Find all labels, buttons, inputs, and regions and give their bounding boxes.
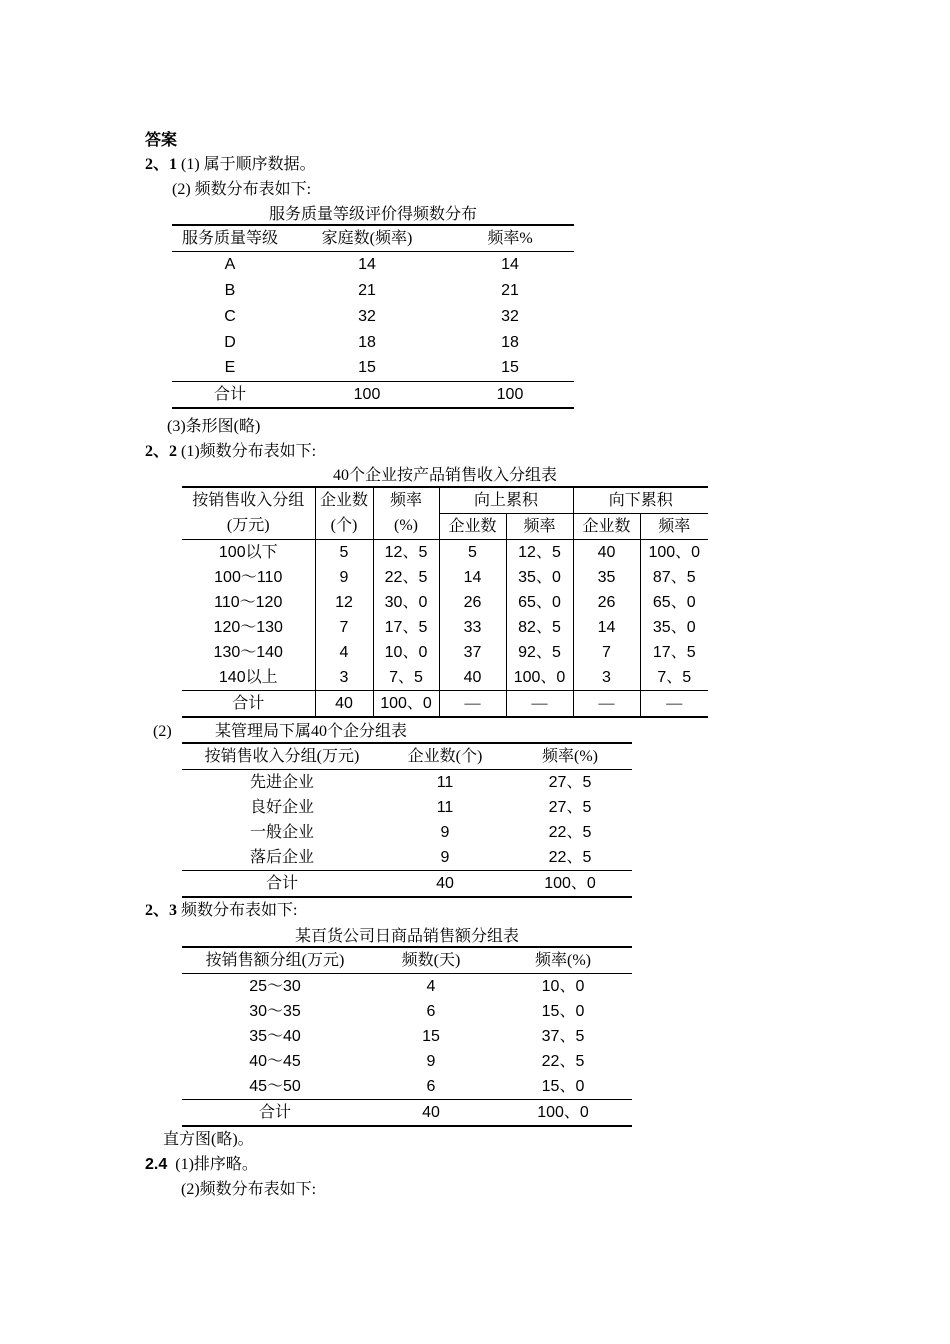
table-row (172, 278, 574, 304)
cell: 11 (436, 798, 454, 816)
q21-number: 2、1 (145, 156, 178, 173)
cell: 14 (501, 255, 519, 273)
cell: 9 (382, 845, 508, 871)
q22-table2 (182, 742, 632, 898)
cell: 100～110 (182, 565, 315, 590)
col-subheader: 企业数 (439, 514, 506, 540)
q23-part2: 直方图(略)。 (163, 1131, 254, 1148)
cell: 7 (573, 640, 640, 665)
cell: A (224, 255, 236, 273)
table-total-row (182, 691, 708, 718)
cell: 15、0 (494, 1074, 632, 1100)
col-header: 按销售收入分组(万元) (182, 743, 382, 770)
cell: 40 (315, 691, 373, 718)
col-header-unit: (个) (315, 514, 373, 540)
table-row (172, 356, 574, 382)
table-row (182, 1049, 632, 1074)
cell: 9 (426, 1052, 436, 1070)
q21-table-title: 服务质量等级评价得频数分布 (268, 206, 477, 223)
q23-table (182, 946, 632, 1127)
cell: 22、5 (548, 823, 592, 841)
cell: 一般企业 (249, 823, 314, 841)
cell: 11 (436, 773, 454, 791)
table-row (172, 330, 574, 356)
cell: 21 (501, 281, 519, 299)
col-subheader: 频率 (506, 514, 573, 540)
cell: 良好企业 (249, 798, 314, 816)
q23-number: 2、3 (145, 902, 178, 919)
table-row (182, 590, 708, 615)
cell: 18 (501, 333, 519, 351)
table-row (172, 304, 574, 330)
col-header: 频数(天) (368, 947, 494, 974)
cell: 100 (288, 382, 446, 409)
table-total-row (172, 382, 574, 409)
table-header-row (182, 514, 708, 540)
table-row (182, 640, 708, 665)
table-row (182, 770, 632, 796)
cell: 合计 (182, 691, 315, 718)
col-header: 频率(%) (494, 947, 632, 974)
cell: 先进企业 (249, 773, 314, 791)
table-row (182, 974, 632, 1000)
table-total-row (182, 871, 632, 898)
q21-part2: (2) 频数分布表如下: (172, 181, 312, 198)
cell: 35、0 (652, 618, 696, 636)
cell: 25～30 (249, 977, 301, 995)
table-row (182, 795, 632, 820)
cell: 22、5 (373, 565, 439, 590)
q23-table-title: 某百货公司日商品销售额分组表 (294, 928, 519, 945)
q24-number: 2.4 (145, 1156, 168, 1173)
table-row (182, 1074, 632, 1100)
table-row (182, 615, 708, 640)
cell: 合计 (172, 382, 288, 409)
cell: 3 (573, 665, 640, 691)
col-header: 向上累积 (439, 487, 573, 514)
table-row (182, 565, 708, 590)
q22-table-title: 40个企业按产品销售收入分组表 (332, 467, 557, 484)
cell: 35 (573, 565, 640, 590)
cell: 40 (573, 540, 640, 566)
cell: 27、5 (548, 773, 592, 791)
cell: 4 (426, 977, 436, 995)
cell: 7、5 (640, 665, 708, 691)
cell: 82、5 (506, 615, 573, 640)
cell: 65、0 (652, 593, 696, 611)
cell: 12、5 (506, 540, 573, 566)
cell: 15 (446, 356, 574, 382)
q23-line1 (145, 901, 297, 921)
col-header: 频率 (373, 487, 439, 514)
cell: — (573, 691, 640, 718)
cell: 110～120 (182, 590, 315, 615)
cell: 10、0 (373, 640, 439, 665)
col-header: 向下累积 (573, 487, 708, 514)
cell: 15、0 (541, 1002, 585, 1020)
cell: 40～45 (249, 1052, 301, 1070)
q21-part3: (3)条形图(略) (167, 418, 261, 435)
col-subheader: 企业数 (573, 514, 640, 540)
col-header: 频率(%) (508, 743, 632, 770)
cell: 合计 (182, 1100, 368, 1127)
cell: 6 (368, 1074, 494, 1100)
q22-number: 2、2 (145, 443, 178, 460)
cell: C (224, 307, 236, 325)
cell: 37 (439, 640, 506, 665)
col-header: 家庭数(频率) (288, 225, 446, 252)
table-row (182, 1024, 632, 1049)
cell: 21 (358, 281, 376, 299)
q21-part1: (1) 属于顺序数据。 (181, 156, 316, 173)
q22-part2-label: (2) (153, 723, 172, 740)
table-row (182, 845, 632, 871)
col-header-unit: (%) (373, 514, 439, 540)
cell: 40 (439, 665, 506, 691)
cell: 27、5 (548, 798, 592, 816)
cell: 100、0 (494, 1100, 632, 1127)
cell: 22、5 (508, 845, 632, 871)
cell: 33 (439, 615, 506, 640)
cell: — (439, 691, 506, 718)
cell: D (224, 333, 236, 351)
cell: B (224, 281, 236, 299)
table-row (182, 820, 632, 845)
table-row (172, 252, 574, 278)
cell: 45～50 (182, 1074, 368, 1100)
cell: — (640, 691, 708, 718)
cell: 100、0 (373, 691, 439, 718)
table-header-row (182, 743, 632, 770)
cell: 92、5 (506, 640, 573, 665)
cell: 30～35 (249, 1002, 301, 1020)
answer-heading: 答案 (145, 132, 178, 149)
cell: 26 (439, 590, 506, 615)
table-header-row (182, 487, 708, 514)
cell: 7、5 (373, 665, 439, 691)
cell: 落后企业 (182, 845, 382, 871)
cell: 130～140 (182, 640, 315, 665)
cell: 10、0 (541, 977, 585, 995)
cell: 15 (288, 356, 446, 382)
q24-part1: (1)排序略。 (175, 1156, 258, 1173)
cell: 12、5 (373, 540, 439, 566)
cell: 合计 (182, 871, 382, 898)
q22-line1 (145, 442, 316, 462)
q24-part2: (2)频数分布表如下: (181, 1181, 317, 1198)
col-subheader: 频率 (640, 514, 708, 540)
cell: 12 (315, 590, 373, 615)
col-header: 按销售额分组(万元) (182, 947, 368, 974)
cell: 65、0 (506, 590, 573, 615)
cell: 100、0 (508, 871, 632, 898)
col-header: 服务质量等级 (172, 225, 288, 252)
cell: 40 (382, 871, 508, 898)
cell: 9 (315, 565, 373, 590)
q23-part1: 频数分布表如下: (181, 902, 298, 919)
table-total-row (182, 1100, 632, 1127)
cell: 140以上 (182, 665, 315, 691)
cell: 37、5 (541, 1027, 585, 1045)
cell: 30、0 (373, 590, 439, 615)
table-row (182, 999, 632, 1024)
cell: 7 (315, 615, 373, 640)
cell: 14 (439, 565, 506, 590)
cell: 14 (573, 615, 640, 640)
cell: 5 (315, 540, 373, 566)
cell: 100、0 (648, 543, 701, 561)
cell: 35、0 (506, 565, 573, 590)
col-header: 企业数(个) (382, 743, 508, 770)
cell: 6 (426, 1002, 436, 1020)
cell: 100以下 (182, 540, 315, 566)
q22-table (182, 486, 708, 718)
cell: — (506, 691, 573, 718)
cell: 17、5 (652, 643, 696, 661)
cell: 3 (315, 665, 373, 691)
cell: 14 (358, 255, 376, 273)
cell: 22、5 (541, 1052, 585, 1070)
cell: 15 (422, 1027, 440, 1045)
col-header: 按销售收入分组 (182, 487, 315, 514)
cell: 4 (315, 640, 373, 665)
cell: 32 (358, 307, 376, 325)
q21-line1 (145, 155, 316, 175)
col-header: 企业数 (315, 487, 373, 514)
cell: E (172, 356, 288, 382)
cell: 120～130 (182, 615, 315, 640)
cell: 100、0 (506, 665, 573, 691)
cell: 35～40 (249, 1027, 301, 1045)
table-header-row (172, 225, 574, 252)
col-header-unit: (万元) (182, 514, 315, 540)
q21-table (172, 224, 574, 409)
cell: 40 (368, 1100, 494, 1127)
q22-part1: (1)频数分布表如下: (181, 443, 317, 460)
table-row (182, 540, 708, 566)
q22-table2-title: 某管理局下属40个企分组表 (215, 723, 408, 740)
cell: 87、5 (652, 568, 696, 586)
cell: 26 (573, 590, 640, 615)
table-row (182, 665, 708, 691)
cell: 18 (358, 333, 376, 351)
cell: 32 (501, 307, 519, 325)
table-header-row (182, 947, 632, 974)
cell: 5 (439, 540, 506, 566)
cell: 17、5 (373, 615, 439, 640)
q24-line1 (145, 1155, 258, 1175)
cell: 100 (446, 382, 574, 409)
cell: 9 (440, 823, 450, 841)
col-header: 频率% (446, 225, 574, 252)
